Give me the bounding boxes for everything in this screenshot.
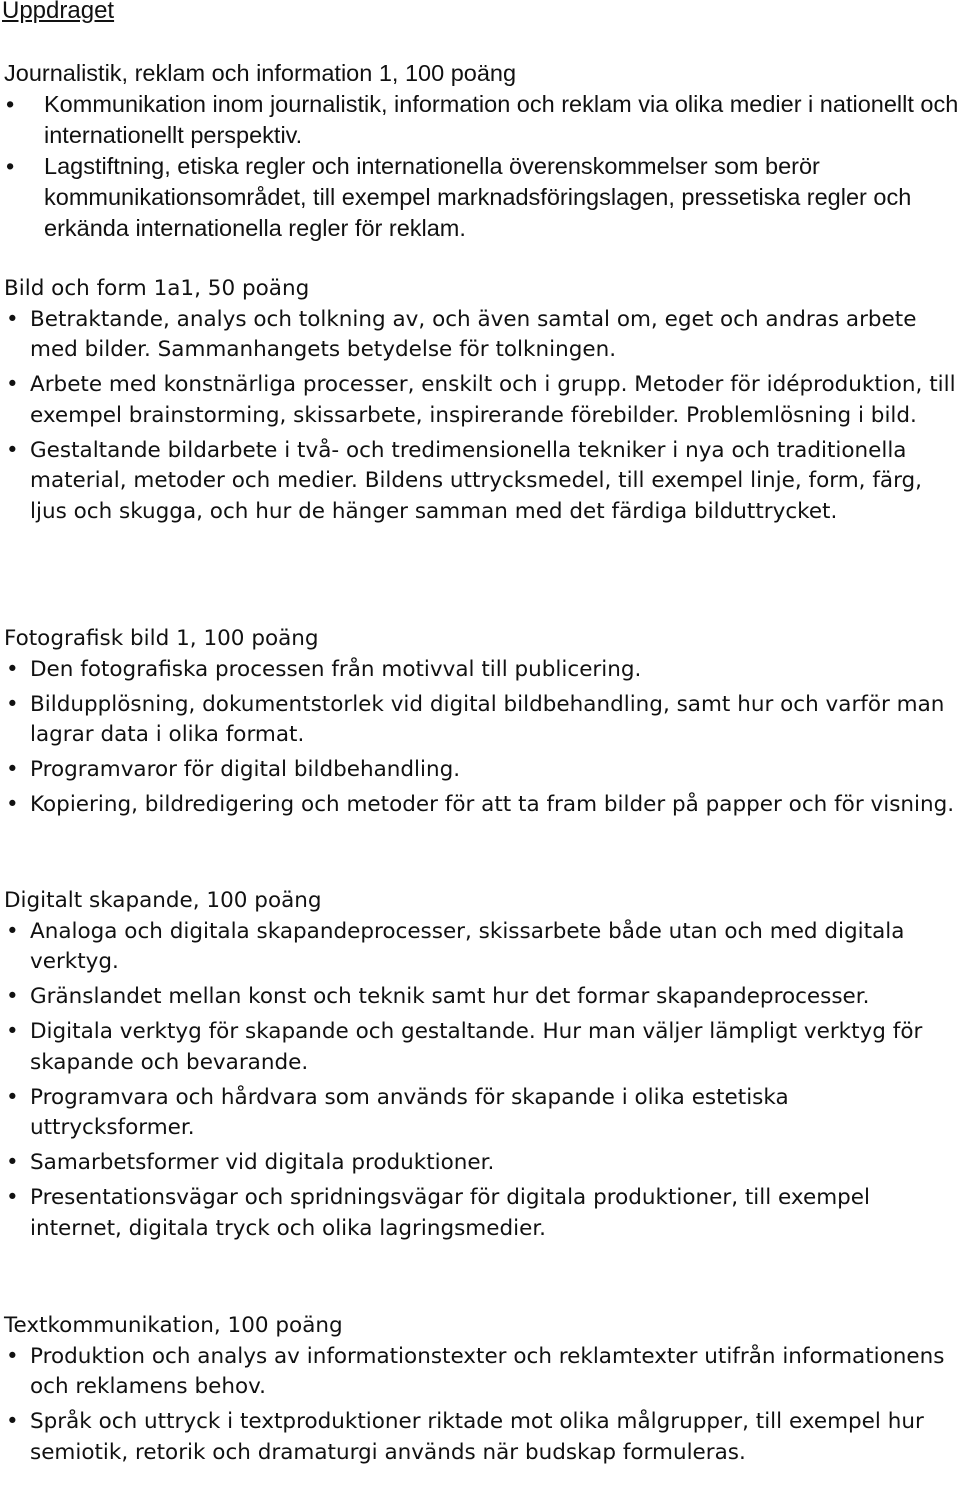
bullet-icon: • (6, 656, 19, 682)
section-heading: Fotografisk bild 1, 100 poäng (4, 626, 319, 651)
bullet-icon: • (6, 437, 19, 463)
list-item (0, 151, 960, 244)
bullet-icon: • (6, 306, 19, 332)
list-item (0, 1083, 960, 1144)
bullet-icon: • (6, 372, 19, 397)
section-digitalt-skapande (0, 886, 960, 1249)
list-item (0, 305, 960, 366)
bullet-icon: • (6, 757, 19, 782)
list-item (0, 1407, 960, 1468)
section-textkommunikation (0, 1311, 960, 1473)
list-item-text: Programvara och hårdvara som används för skapande i olika estetiska uttrycksformer. (30, 1084, 789, 1140)
list-item-text: Betraktande, analys och tolkning av, och även samtal om, eget och andras arbete med bilder. Sammanhangets betydelse för tolkningen. (30, 306, 917, 362)
list-item-text: Den fotografiska processen från motivval till publicering. (30, 656, 642, 682)
bullet-icon: • (6, 691, 19, 717)
list-item-text: Kopiering, bildredigering och metoder för att ta fram bilder på papper och för visning. (30, 792, 955, 817)
section-bild-och-form (0, 274, 960, 532)
list-item (0, 655, 960, 686)
bullet-list (0, 89, 960, 244)
section-heading: Textkommunikation, 100 poäng (4, 1313, 343, 1338)
bullet-icon: • (6, 153, 15, 179)
list-item-text: Språk och uttryck i textproduktioner riktade mot olika målgrupper, till exempel hur semiotik, retorik och dramaturgi används när budskap formuleras. (30, 1409, 924, 1465)
bullet-list (0, 305, 960, 528)
bullet-icon: • (6, 1343, 19, 1369)
list-item-text: Kommunikation inom journalistik, information och reklam via olika medier i nationellt och internationellt perspektiv. (44, 91, 959, 148)
list-item-text: Produktion och analys av informationstexter och reklamtexter utifrån informationens och reklamens behov. (30, 1343, 945, 1399)
list-item (0, 790, 960, 821)
list-item (0, 690, 960, 751)
bullet-icon: • (6, 1084, 19, 1110)
bullet-icon: • (6, 1150, 19, 1175)
bullet-icon: • (6, 792, 19, 817)
list-item (0, 89, 960, 151)
bullet-list (0, 917, 960, 1245)
list-item-text: Lagstiftning, etiska regler och internationella överenskommelser som berör kommunikationsområdet, till exempel marknadsföringslagen, pressetiska regler och erkända internationella regler för reklam. (44, 153, 912, 241)
list-item-text: Gränslandet mellan konst och teknik samt hur det formar skapandeprocesser. (30, 984, 870, 1009)
list-item (0, 1017, 960, 1078)
bullet-icon: • (6, 984, 19, 1009)
bullet-icon: • (6, 91, 15, 117)
list-item-text: Analoga och digitala skapandeprocesser, skissarbete både utan och med digitala verktyg. (30, 918, 905, 974)
section-fotografisk-bild (0, 624, 960, 825)
list-item-text: Samarbetsformer vid digitala produktioner. (30, 1150, 495, 1175)
section-journalistik (0, 58, 960, 244)
bullet-list (0, 1342, 960, 1469)
list-item (0, 982, 960, 1013)
list-item-text: Bildupplösning, dokumentstorlek vid digital bildbehandling, samt hur och varför man lagrar data i olika format. (30, 691, 945, 747)
bullet-icon: • (6, 1409, 19, 1434)
list-item (0, 1183, 960, 1244)
list-item (0, 1342, 960, 1403)
list-item (0, 755, 960, 786)
list-item-text: Programvaror för digital bildbehandling. (30, 757, 461, 782)
document-title: Uppdraget (2, 0, 115, 24)
list-item (0, 917, 960, 978)
list-item (0, 436, 960, 528)
list-item-text: Arbete med konstnärliga processer, enskilt och i grupp. Metoder för idéproduktion, till exempel brainstorming, skissarbete, inspirerande förebilder. Problemlösning i bild. (30, 372, 956, 428)
list-item-text: Presentationsvägar och spridningsvägar för digitala produktioner, till exempel internet, digitala tryck och olika lagringsmedier. (30, 1185, 870, 1241)
list-item-text: Digitala verktyg för skapande och gestaltande. Hur man väljer lämpligt verktyg för skapande och bevarande. (30, 1019, 923, 1075)
bullet-icon: • (6, 918, 19, 944)
bullet-icon: • (6, 1019, 19, 1044)
list-item (0, 370, 960, 431)
section-heading: Journalistik, reklam och information 1, 100 poäng (4, 60, 517, 86)
list-item-text: Gestaltande bildarbete i två- och tredimensionella tekniker i nya och traditionella material, metoder och medier. Bildens uttrycksmedel, till exempel linje, form, färg, ljus och skugga, och hur de hänger samman med det färdiga bilduttrycket. (30, 437, 923, 524)
bullet-list (0, 655, 960, 821)
section-heading: Bild och form 1a1, 50 poäng (4, 276, 310, 301)
list-item (0, 1148, 960, 1179)
section-heading: Digitalt skapande, 100 poäng (4, 888, 322, 913)
bullet-icon: • (6, 1185, 19, 1210)
